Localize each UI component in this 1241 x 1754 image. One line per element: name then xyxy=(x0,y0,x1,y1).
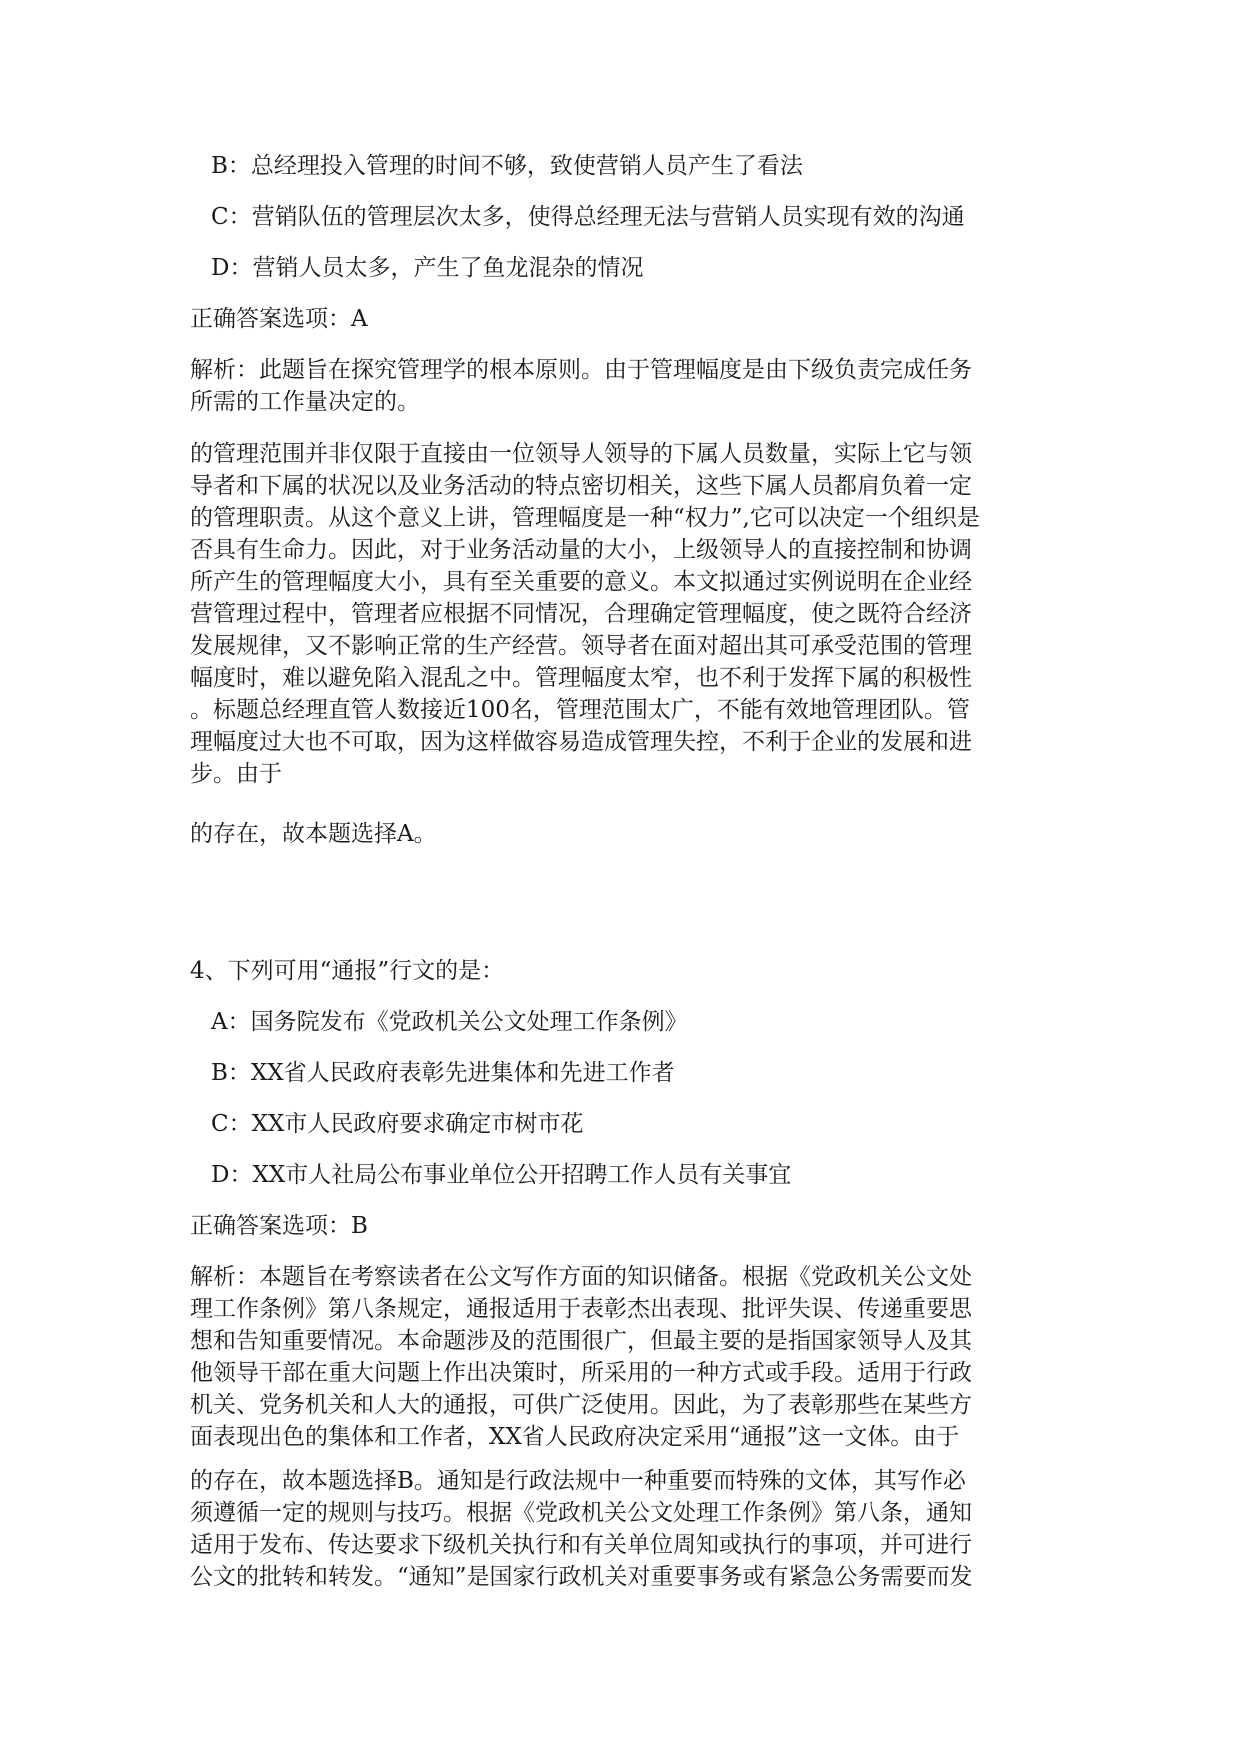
q4-analysis-line: 面表现出色的集体和工作者，XX省人民政府决定采用“通报”这一文体。由于 xyxy=(190,1424,960,1450)
q3-option-b: B：总经理投入管理的时间不够，致使营销人员产生了看法 xyxy=(211,153,803,179)
q3-body-line: 导者和下属的状况以及业务活动的特点密切相关，这些下属人员都肩负着一定 xyxy=(190,473,972,499)
q4-conclusion-line: 须遵循一定的规则与技巧。根据《党政机关公文处理工作条例》第八条，通知 xyxy=(190,1500,972,1526)
q4-option-b: B：XX省人民政府表彰先进集体和先进工作者 xyxy=(211,1060,675,1086)
q3-body-line: 。标题总经理直管人数接近100名，管理范围太广，不能有效地管理团队。管 xyxy=(190,697,970,723)
q4-analysis-line: 解析：本题旨在考察读者在公文写作方面的知识储备。根据《党政机关公文处 xyxy=(190,1264,972,1290)
q4-analysis-line: 他领导干部在重大问题上作出决策时，所采用的一种方式或手段。适用于行政 xyxy=(190,1360,972,1386)
q3-option-d: D：营销人员太多，产生了鱼龙混杂的情况 xyxy=(211,255,644,281)
q4-question: 4、下列可用“通报”行文的是： xyxy=(190,958,505,984)
q3-analysis-line: 所需的工作量决定的。 xyxy=(190,389,420,415)
q3-body-line: 的管理职责。从这个意义上讲，管理幅度是一种“权力”,它可以决定一个组织是 xyxy=(190,505,980,531)
q4-option-c: C：XX市人民政府要求确定市树市花 xyxy=(211,1111,584,1137)
q4-conclusion-line: 适用于发布、传达要求下级机关执行和有关单位周知或执行的事项，并可进行 xyxy=(190,1532,972,1558)
q3-body-line: 营管理过程中，管理者应根据不同情况，合理确定管理幅度，使之既符合经济 xyxy=(190,601,972,627)
q3-body-line: 步。由于 xyxy=(190,761,282,787)
q3-body-line: 幅度时，难以避免陷入混乱之中。管理幅度太窄，也不利于发挥下属的积极性 xyxy=(190,665,972,691)
q3-option-c: C：营销队伍的管理层次太多，使得总经理无法与营销人员实现有效的沟通 xyxy=(211,204,965,230)
q3-body-line: 否具有生命力。因此，对于业务活动量的大小，上级领导人的直接控制和协调 xyxy=(190,537,972,563)
q3-analysis-body xyxy=(190,438,1050,790)
q4-analysis xyxy=(190,1261,1050,1453)
q3-body-line: 的管理范围并非仅限于直接由一位领导人领导的下属人员数量，实际上它与领 xyxy=(190,441,972,467)
q3-conclusion: 的存在，故本题选择A。 xyxy=(190,821,437,847)
q4-analysis-line: 机关、党务机关和人大的通报，可供广泛使用。因此，为了表彰那些在某些方 xyxy=(190,1392,972,1418)
q4-option-a: A：国务院发布《党政机关公文处理工作条例》 xyxy=(211,1009,688,1035)
q3-analysis xyxy=(190,354,1050,418)
q4-conclusion-line: 公文的批转和转发。“通知”是国家行政机关对重要事务或有紧急公务需要而发 xyxy=(190,1564,973,1590)
q4-answer: 正确答案选项：B xyxy=(190,1213,368,1239)
q4-analysis-line: 理工作条例》第八条规定，通报适用于表彰杰出表现、批评失误、传递重要思 xyxy=(190,1296,972,1322)
q3-answer: 正确答案选项：A xyxy=(190,306,368,332)
q3-body-line: 理幅度过大也不可取，因为这样做容易造成管理失控，不利于企业的发展和进 xyxy=(190,729,972,755)
q4-analysis-line: 想和告知重要情况。本命题涉及的范围很广，但最主要的是指国家领导人及其 xyxy=(190,1328,972,1354)
q4-option-d: D：XX市人社局公布事业单位公开招聘工作人员有关事宜 xyxy=(211,1162,792,1188)
q4-conclusion-line: 的存在，故本题选择B。通知是行政法规中一种重要而特殊的文体，其写作必 xyxy=(190,1468,966,1494)
q3-body-line: 发展规律，又不影响正常的生产经营。领导者在面对超出其可承受范围的管理 xyxy=(190,633,972,659)
q3-analysis-line: 解析：此题旨在探究管理学的根本原则。由于管理幅度是由下级负责完成任务 xyxy=(190,357,972,383)
q3-body-line: 所产生的管理幅度大小，具有至关重要的意义。本文拟通过实例说明在企业经 xyxy=(190,569,972,595)
q4-conclusion xyxy=(190,1465,1050,1593)
